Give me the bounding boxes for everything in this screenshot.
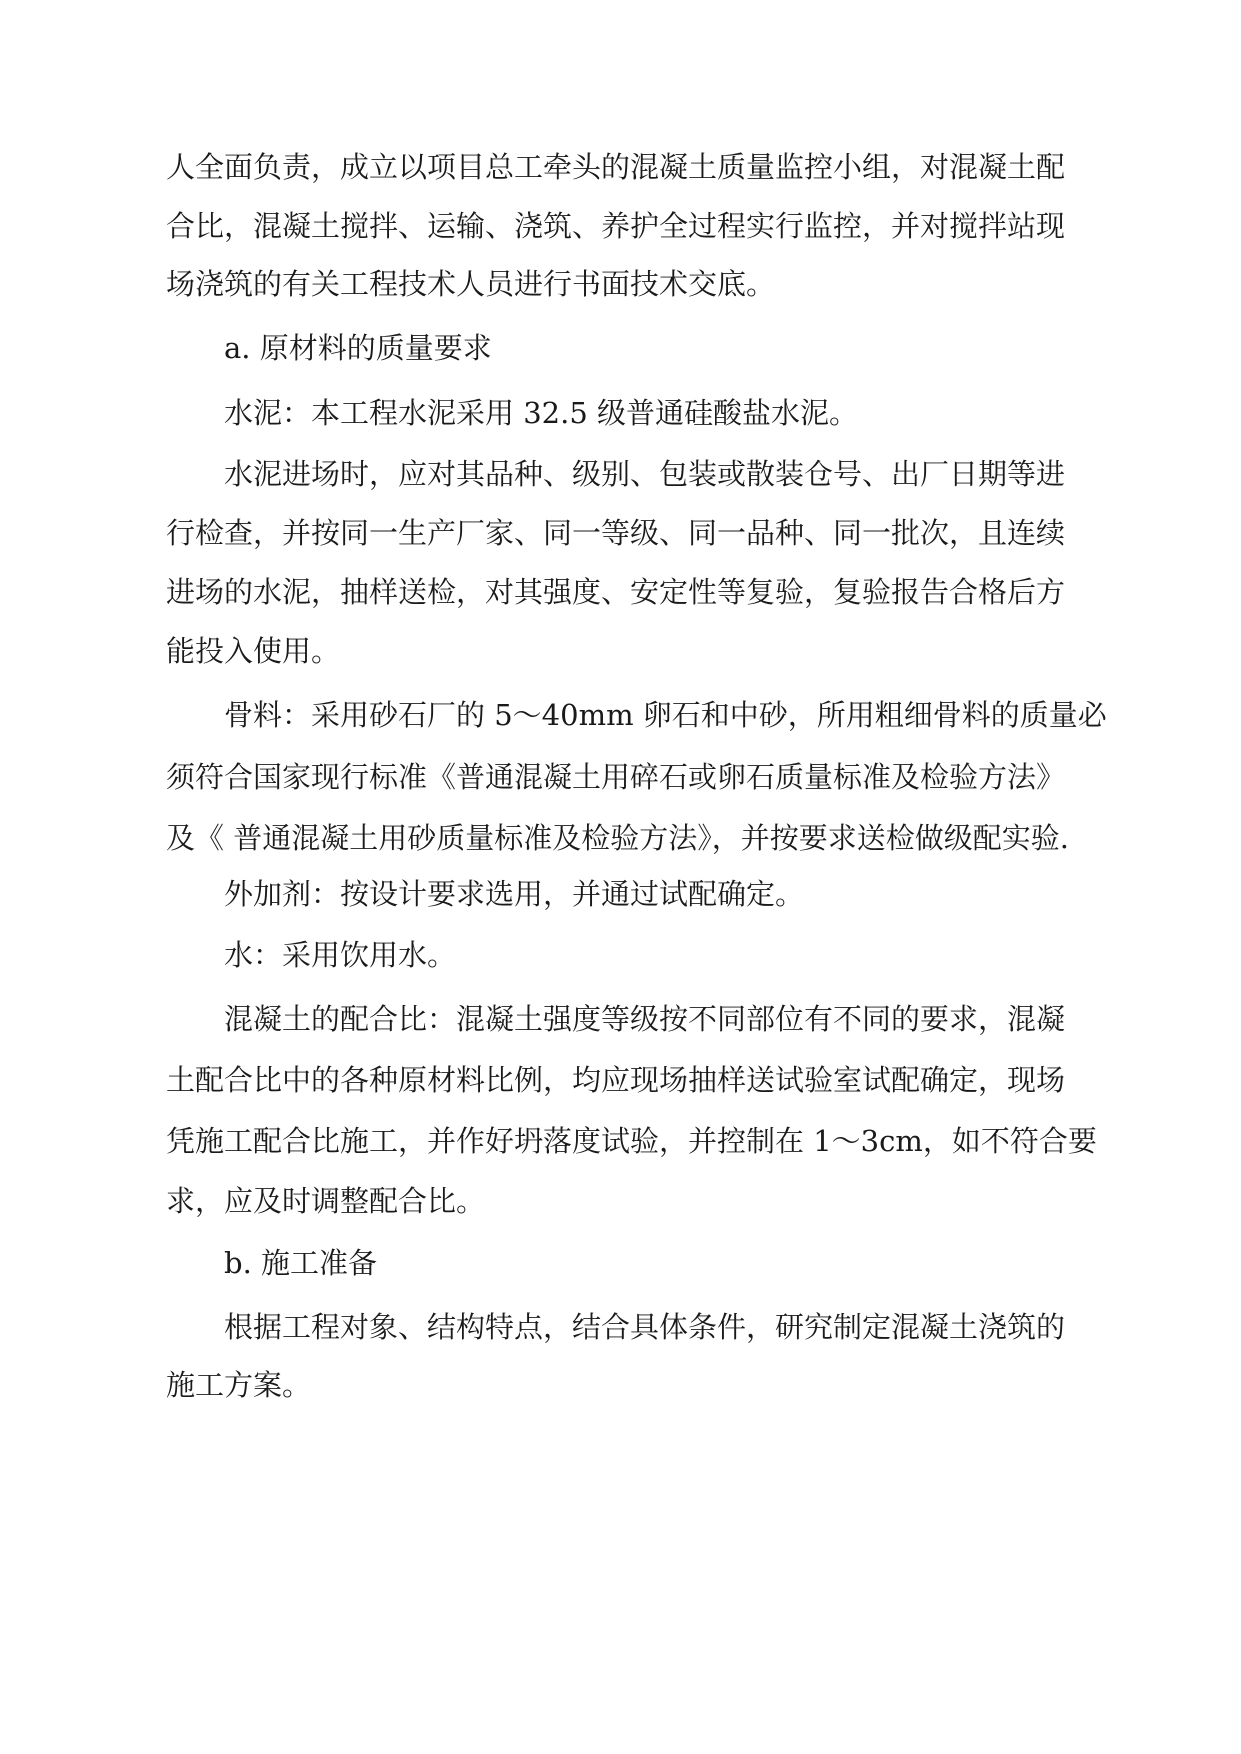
paragraph-line: 及《 普通混凝土用砂质量标准及检验方法》，并按要求送检做级配实验. (166, 821, 1069, 855)
paragraph-line: 施工方案。 (166, 1368, 312, 1402)
paragraph-line: 水：采用饮用水。 (224, 938, 457, 972)
paragraph-line: 行检查，并按同一生产厂家、同一等级、同一品种、同一批次，且连续 (166, 516, 1066, 550)
paragraph-line: 骨料：采用砂石厂的 5～40mm 卵石和中砂，所用粗细骨料的质量必 (224, 698, 1107, 732)
paragraph-line: 外加剂：按设计要求选用，并通过试配确定。 (224, 877, 805, 911)
paragraph-line: 须符合国家现行标准《普通混凝土用碎石或卵石质量标准及检验方法》 (166, 760, 1066, 794)
paragraph-line: 凭施工配合比施工，并作好坍落度试验，并控制在 1～3cm，如不符合要 (166, 1124, 1097, 1158)
paragraph-line: 求，应及时调整配合比。 (166, 1184, 486, 1218)
paragraph-line: 根据工程对象、结构特点，结合具体条件，研究制定混凝土浇筑的 (224, 1310, 1066, 1344)
paragraph-line: 场浇筑的有关工程技术人员进行书面技术交底。 (166, 267, 776, 301)
paragraph-line: 人全面负责，成立以项目总工牵头的混凝土质量监控小组，对混凝土配 (166, 150, 1066, 184)
section-heading: b. 施工准备 (224, 1246, 378, 1280)
paragraph-line: 混凝土的配合比：混凝土强度等级按不同部位有不同的要求，混凝 (224, 1002, 1066, 1036)
paragraph-line: 能投入使用。 (166, 634, 341, 668)
paragraph-line: 合比，混凝土搅拌、运输、浇筑、养护全过程实行监控，并对搅拌站现 (166, 209, 1066, 243)
paragraph-line: 水泥：本工程水泥采用 32.5 级普通硅酸盐水泥。 (224, 396, 859, 430)
paragraph-line: 进场的水泥，抽样送检，对其强度、安定性等复验，复验报告合格后方 (166, 575, 1066, 609)
paragraph-line: 水泥进场时，应对其品种、级别、包装或散装仓号、出厂日期等进 (224, 457, 1066, 491)
paragraph-line: 土配合比中的各种原材料比例，均应现场抽样送试验室试配确定，现场 (166, 1063, 1066, 1097)
section-heading: a. 原材料的质量要求 (224, 331, 492, 365)
